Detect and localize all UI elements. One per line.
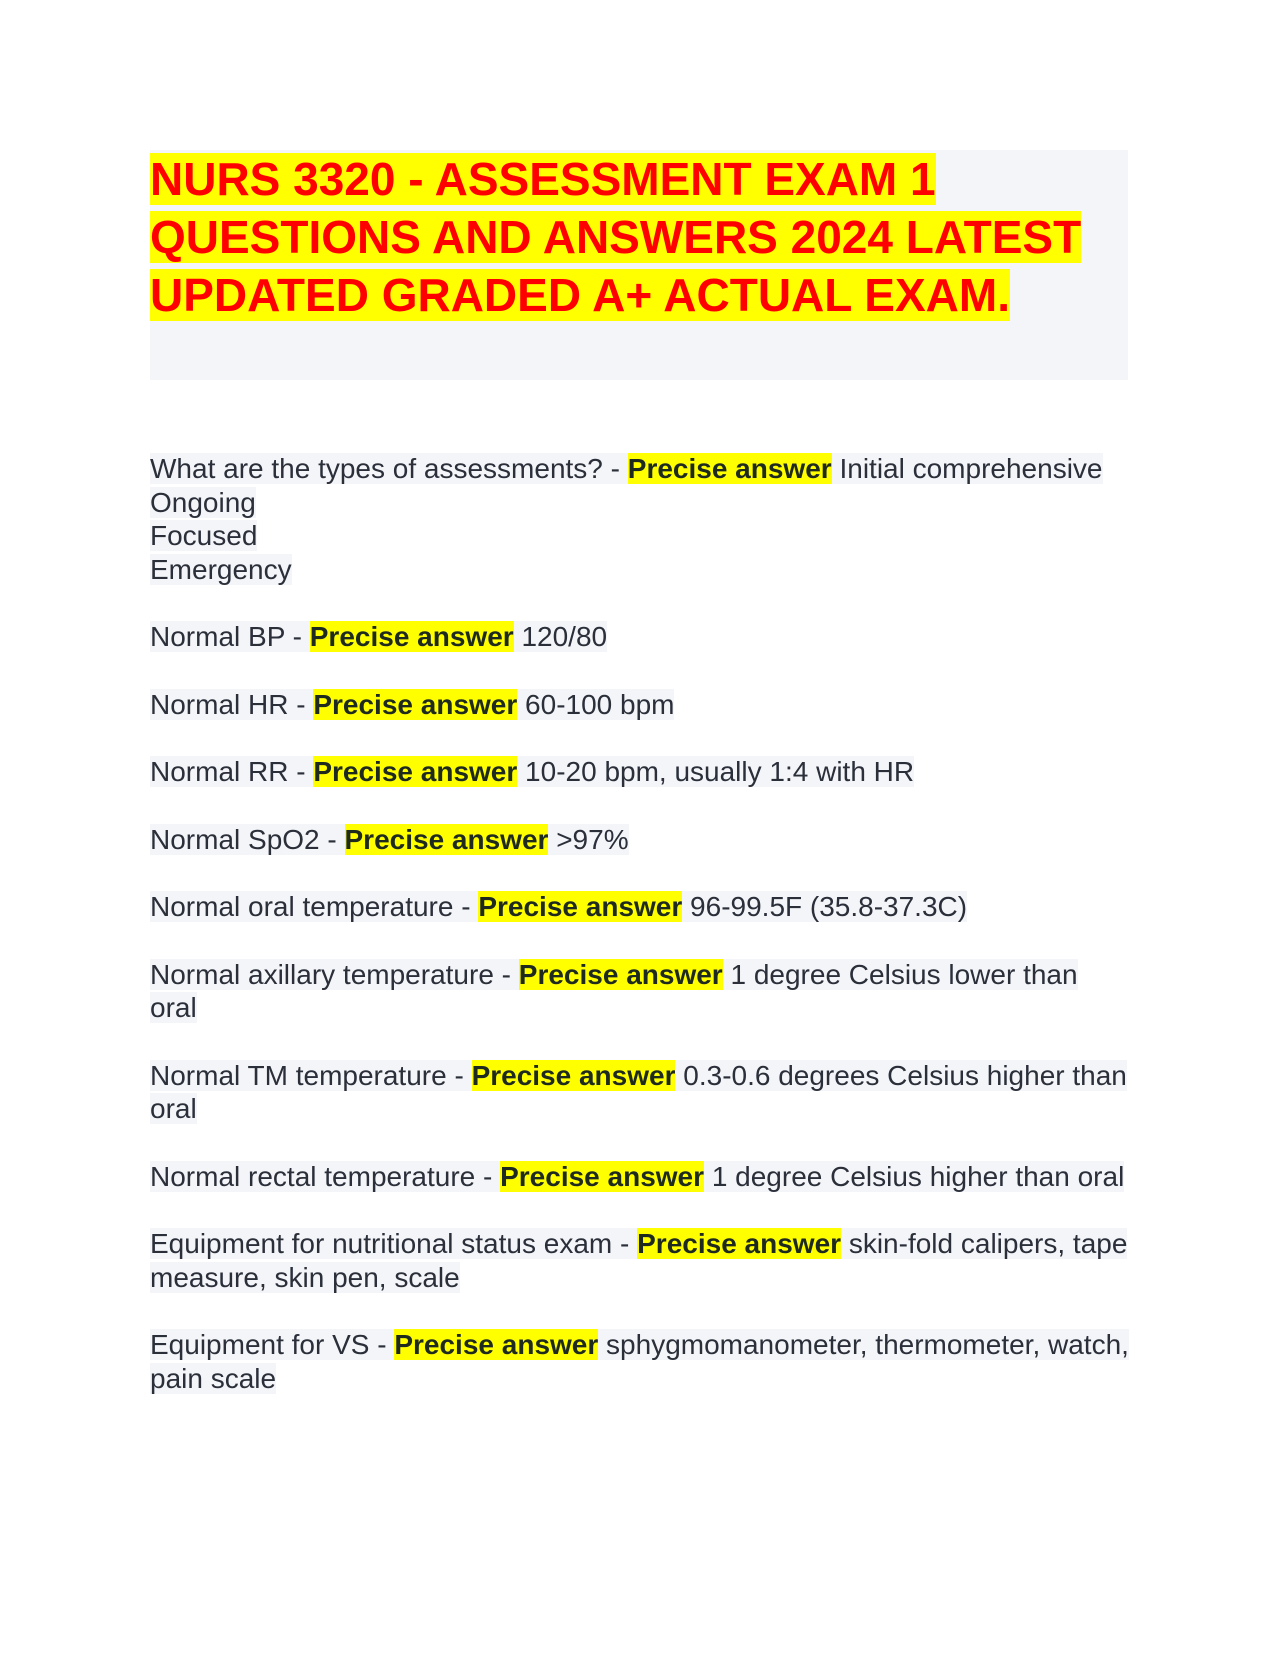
answer-text: Initial comprehensive (839, 453, 1103, 484)
answer-label: Precise answer (313, 688, 518, 720)
answer-label: Precise answer (309, 621, 514, 652)
answer-text: 10-20 bpm, usually 1:4 with HR (525, 756, 915, 787)
answer-text: 96-99.5F (35.8-37.3C) (690, 891, 968, 922)
answer-line: Focused (150, 520, 258, 551)
answer-text: 0.3-0.6 degrees Celsius higher than oral (150, 1059, 1127, 1124)
answer-text: sphygmomanometer, thermometer, watch, pain scale (150, 1329, 1129, 1394)
answer-label: Precise answer (500, 1160, 705, 1192)
answer-text: >97% (556, 823, 629, 855)
answer-label: Precise answer (344, 823, 549, 855)
document-title (150, 150, 1128, 324)
qa-item (150, 688, 1130, 722)
answer-label: Precise answer (471, 1059, 676, 1091)
qa-item (150, 755, 1130, 789)
question-text: Normal BP - (150, 621, 310, 652)
question-text: Normal RR - (150, 756, 314, 787)
qa-item (150, 1160, 1130, 1194)
answer-text: skin-fold calipers, tape measure, skin pen, scale (150, 1228, 1128, 1293)
qa-item (150, 452, 1130, 586)
title-block (150, 150, 1128, 380)
answer-label: Precise answer (478, 891, 683, 922)
answer-text: 120/80 (521, 621, 608, 652)
document-title-text: NURS 3320 - ASSESSMENT EXAM 1 QUESTIONS AND ANSWERS 2024 LATEST UPDATED GRADED A+ ACTUAL EXAM. (150, 153, 1082, 321)
answer-text: 1 degree Celsius lower than oral (150, 958, 1078, 1023)
answer-line: Ongoing (150, 486, 256, 518)
qa-item (150, 890, 1130, 924)
qa-list (150, 452, 1130, 1395)
question-text: Normal HR - (150, 688, 314, 720)
question-text: What are the types of assessments? - (150, 453, 628, 484)
answer-label: Precise answer (313, 756, 518, 787)
question-text: Equipment for VS - (150, 1329, 395, 1360)
document-page (150, 150, 1130, 1429)
qa-item (150, 1059, 1130, 1126)
question-text: Normal TM temperature - (150, 1059, 472, 1091)
qa-item (150, 958, 1130, 1025)
qa-item (150, 1227, 1130, 1294)
answer-text: 1 degree Celsius higher than oral (711, 1160, 1125, 1192)
question-text: Normal SpO2 - (150, 823, 345, 855)
answer-label: Precise answer (627, 453, 832, 484)
qa-item (150, 1328, 1130, 1395)
question-text: Equipment for nutritional status exam - (150, 1228, 638, 1259)
question-text: Normal oral temperature - (150, 891, 479, 922)
answer-label: Precise answer (637, 1228, 842, 1259)
answer-line: Emergency (150, 553, 292, 585)
qa-item (150, 823, 1130, 857)
answer-label: Precise answer (394, 1329, 599, 1360)
question-text: Normal rectal temperature - (150, 1160, 501, 1192)
answer-label: Precise answer (518, 958, 723, 990)
question-text: Normal axillary temperature - (150, 958, 519, 990)
answer-text: 60-100 bpm (525, 688, 675, 720)
qa-item (150, 620, 1130, 654)
